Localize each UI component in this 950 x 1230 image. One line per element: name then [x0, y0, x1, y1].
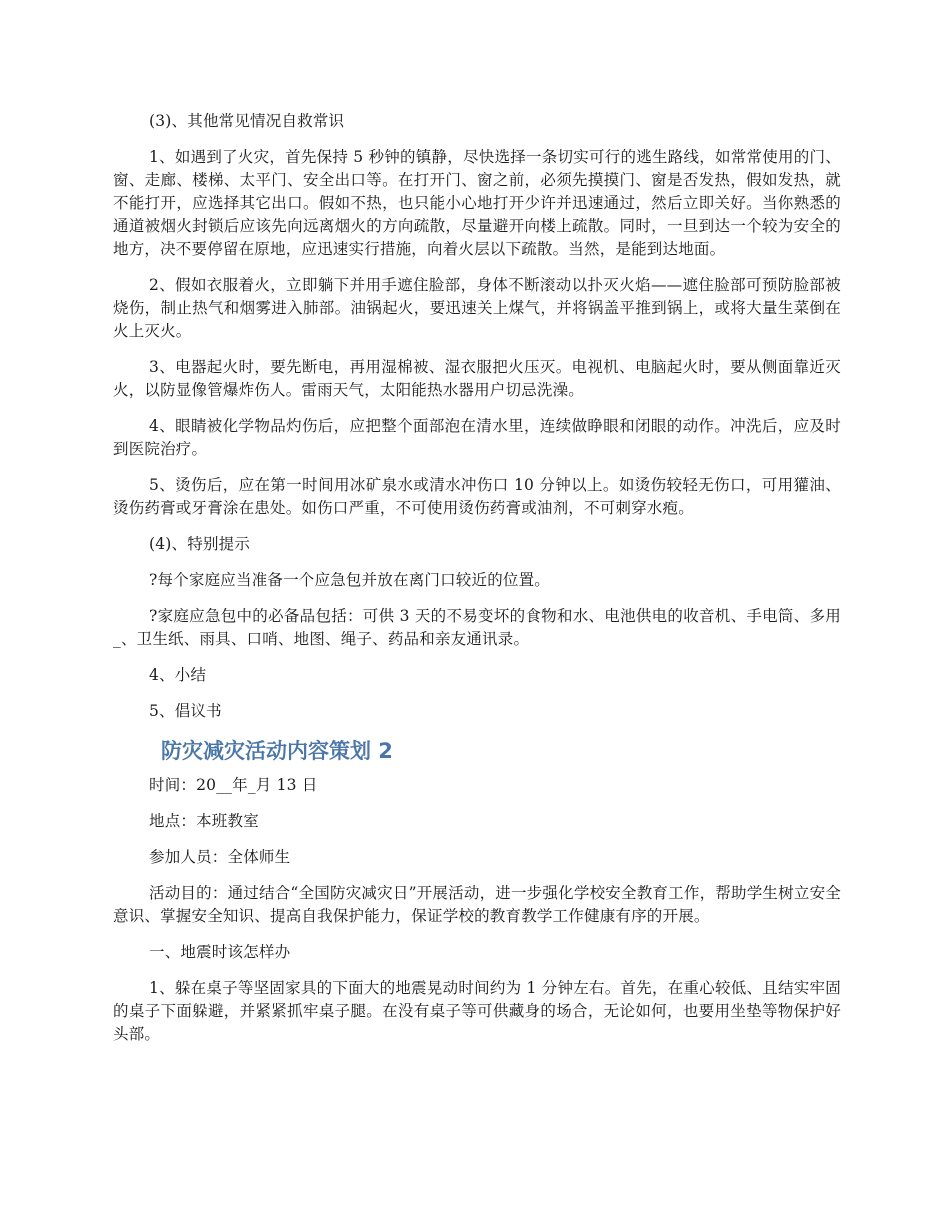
paragraph: ?每个家庭应当准备一个应急包并放在离门口较近的位置。 [149, 571, 551, 589]
paragraph: 3、电器起火时，要先断电，再用湿棉被、湿衣服把火压灭。电视机、电脑起火时，要从侧面靠近灭火，以防显像管爆炸伤人。雷雨天气，太阳能热水器用户切忌洗澡。 [113, 358, 841, 399]
paragraph: 参加人员：全体师生 [149, 848, 291, 866]
paragraph: 5、烫伤后，应在第一时间用冰矿泉水或清水冲伤口 10 分钟以上。如烫伤较轻无伤口，可用獾油、烫伤药膏或牙膏涂在患处。如伤口严重，不可使用烫伤药膏或油剂，不可刺穿水疱。 [113, 476, 841, 517]
list-item: 4、小结 [149, 666, 207, 684]
subsection-title: 一、地震时该怎样办 [149, 943, 291, 961]
paragraph: 2、假如衣服着火，立即躺下并用手遮住脸部，身体不断滚动以扑灭火焰——遮住脸部可预防脸部被烧伤，制止热气和烟雾进入肺部。油锅起火，要迅速关上煤气，并将锅盖平推到锅上，或将大量生菜倒在火上灭火。 [113, 276, 841, 340]
list-item: 5、倡议书 [149, 702, 222, 720]
paragraph: 地点：本班教室 [149, 812, 259, 830]
paragraph: 1、如遇到了火灾，首先保持 5 秒钟的镇静，尽快选择一条切实可行的逃生路线，如常常使用的门、窗、走廊、楼梯、太平门、安全出口等。在打开门、窗之前，必须先摸摸门、窗是否发热，假如发热，就不能打开，应选择其它出口。假如不热，也只能小心地打开少许并迅速通过，然后立即关好。当你熟悉的通道被烟火封锁后应该先向远离烟火的方向疏散，尽量避开向楼上疏散。同时，一旦到达一个较为安全的地方，决不要停留在原地，应迅速实行措施，向着火层以下疏散。当然，是能到达地面。 [113, 148, 841, 258]
subsection-title: (4)、特别提示 [149, 535, 251, 553]
section-heading: 防灾减灾活动内容策划 2 [161, 739, 393, 763]
paragraph: ?家庭应急包中的必备品包括：可供 3 天的不易变坏的食物和水、电池供电的收音机、手电筒、多用_、卫生纸、雨具、口哨、地图、绳子、药品和亲友通讯录。 [113, 607, 841, 648]
paragraph: 4、眼睛被化学物品灼伤后，应把整个面部泡在清水里，连续做睁眼和闭眼的动作。冲洗后，应及时到医院治疗。 [113, 417, 841, 458]
subsection-title: (3)、其他常见情况自救常识 [149, 112, 345, 130]
paragraph: 1、躲在桌子等坚固家具的下面大的地震晃动时间约为 1 分钟左右。首先，在重心较低、且结实牢固的桌子下面躲避，并紧紧抓牢桌子腿。在没有桌子等可供藏身的场合，无论如何，也要用坐垫等物保护好头部。 [113, 979, 841, 1043]
paragraph: 时间：20__年_月 13 日 [149, 776, 318, 794]
document-page [113, 110, 841, 1059]
paragraph: 活动目的：通过结合“全国防灾减灾日”开展活动，进一步强化学校安全教育工作，帮助学生树立安全意识、掌握安全知识、提高自我保护能力，保证学校的教育教学工作健康有序的开展。 [113, 884, 841, 925]
